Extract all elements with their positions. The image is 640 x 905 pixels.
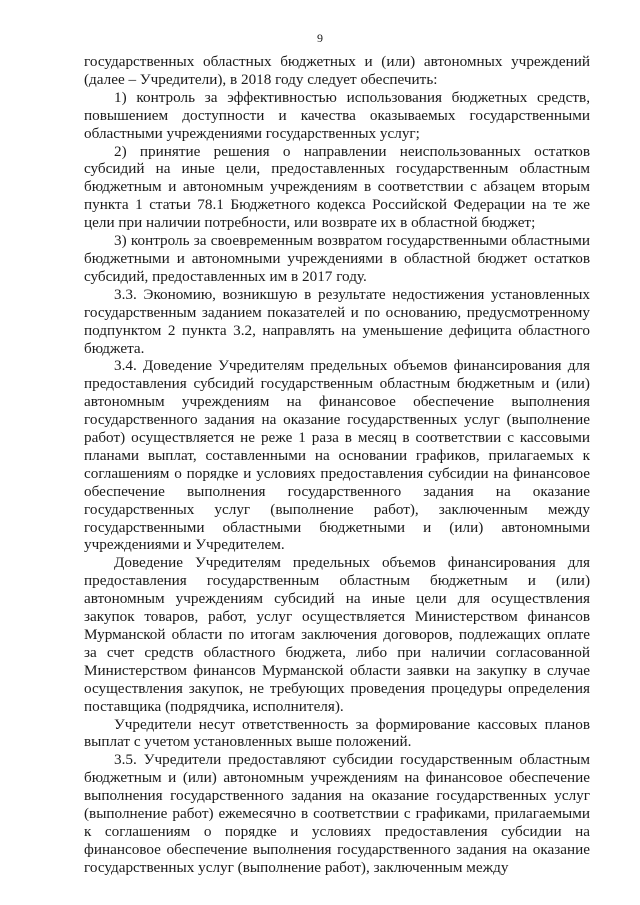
paragraph-item-1: 1) контроль за эффективностью использования бюджетных средств, повышением доступности и качества оказываемых государственными областными учреждениями государственных услуг; <box>84 88 590 142</box>
page-number: 9 <box>317 31 323 45</box>
paragraph-3-4: 3.4. Доведение Учредителям предельных объемов финансирования для предоставления субсидий государственным областным бюджетным и (или) автономным учреждениям на финансовое обеспечение выполнения государственного задания на оказание государственных услуг (выполнение работ) осуществляется не реже 1 раза в месяц в соответствии с кассовыми планами выплат, составленными на основании графиков, прилагаемых к соглашениям о порядке и условиях предоставления субсидии на финансовое обеспечение выполнения государственного задания на оказание государственных услуг (выполнение работ), заключенным между государственными областными бюджетными и (или) автономными учреждениями и Учредителем. <box>84 357 590 554</box>
paragraph-3-4-funding: Доведение Учредителям предельных объемов финансирования для предоставления государственным областным бюджетным и (или) автономным учреждениям субсидий на иные цели для осуществления закупок товаров, работ, услуг осуществляется Министерством финансов Мурманской области по итогам заключения договоров, подлежащих оплате за счет средств областного бюджета, либо при наличии согласованной Министерством финансов Мурманской области заявки на закупку в случае осуществления закупок, не требующих проведения процедуры определения поставщика (подрядчика, исполнителя). <box>84 554 590 715</box>
paragraph-continuation: государственных областных бюджетных и (или) автономных учреждений (далее – Учредители), в 2018 году следует обеспечить: <box>84 53 590 88</box>
paragraph-3-5: 3.5. Учредители предоставляют субсидии государственным областным бюджетным и (или) автономным учреждениям на финансовое обеспечение выполнения государственного задания на оказание государственных услуг (выполнение работ) ежемесячно в соответствии с графиками, прилагаемыми к соглашениям о порядке и условиях предоставления субсидии на финансовое обеспечение выполнения государственного задания на оказание государственных услуг (выполнение работ), заключенным между <box>84 751 590 876</box>
paragraph-3-4-responsibility: Учредители несут ответственность за формирование кассовых планов выплат с учетом установленных выше положений. <box>84 715 590 751</box>
paragraph-3-3: 3.3. Экономию, возникшую в результате недостижения установленных государственным заданием показателей и по основанию, предусмотренному подпунктом 2 пункта 3.2, направлять на уменьшение дефицита областного бюджета. <box>84 285 590 357</box>
paragraph-item-2: 2) принятие решения о направлении неиспользованных остатков субсидий на иные цели, предоставленных государственным областным бюджетным и автономным учреждениям в соответствии с абзацем вторым пункта 1 статьи 78.1 Бюджетного кодекса Российской Федерации на те же цели при наличии потребности, или возврате их в областной бюджет; <box>84 142 590 232</box>
document-body <box>84 53 590 877</box>
paragraph-item-3: 3) контроль за своевременным возвратом государственными областными бюджетными и автономными учреждениями в областной бюджет остатков субсидий, предоставленных им в 2017 году. <box>84 232 590 285</box>
